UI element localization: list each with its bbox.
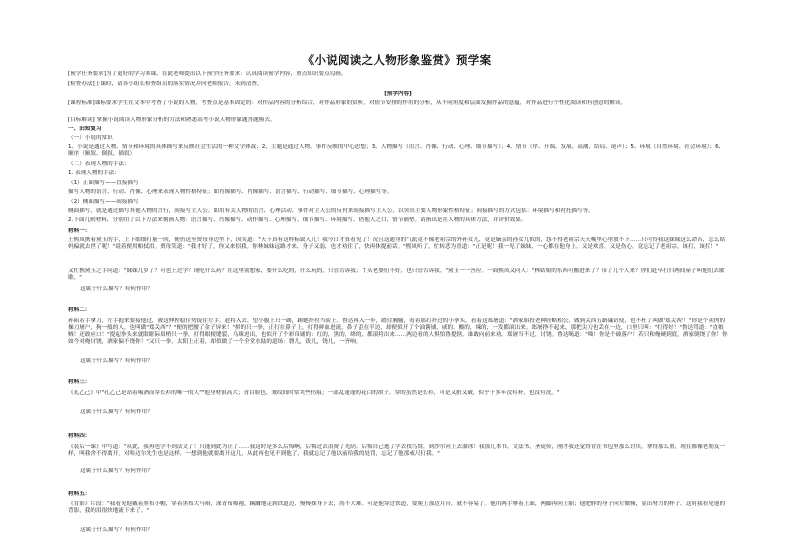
text-line: 一、旧知复习 — [68, 126, 102, 132]
text-line: （2）侧面描写——间接描写 — [68, 199, 139, 205]
text-line: 1. 表现人物的手法： — [68, 170, 120, 176]
text-line: 材料三： — [68, 379, 91, 385]
text-line: 《装后一课》中写道："从此，我再也学不到法文了！只能到此为止了……我这时是多么后悔啊，后悔过去浪费了光阴。后悔自己逃了学去找鸟窝，到沙尔河上去溜冰！我那几本书，文法书，圣徒传，刚才我还觉得背在书包里那么讨厌，拿得那么重，现在都像老朋友一样，叫我舍不得离开。对哈迈尔先生也是这样，一想到他就要离开这儿，从此再也见不到他了，我就忘记了他以前给我的处罚，忘记了他那戒尺打我。" — [68, 444, 726, 457]
text-line: （一）小说的常识 — [68, 135, 113, 141]
text-line: 这属于什么描写？有何作用？ — [80, 358, 153, 364]
text-line: [检查办法]上课时，请各小组长检查组员的落实情况并向老师报告，未到清查。 — [68, 81, 263, 87]
text-line: 2.下面几则材料，分别用了以下方法来刻画人物：语言描写、肖像描写、动作描写、心理描写、细节描写、环境描写、借他人之口、情节铺垫。请指出是在人物的具体方法，并评价效果。 — [68, 217, 527, 223]
text-line: [预学任务要求]为了更好的学习本课，在此老师提出以下预学任务要求：认真阅读预学内容，重点知识要点勾画。 — [68, 71, 347, 77]
text-line: 材料二： — [68, 307, 91, 313]
text-line: 《背影》片段："我看见他戴着黑布小帽，穿着黑布大马褂，深青布棉袍，蹒跚地走到铁道边，慢慢探身下去，尚不大难。可是他穿过铁道，要爬上那边月台，就不容易了。他用两手攀着上面，两脚再向上缩；他肥胖的身子向左微倾，显出努力的样子。这时我看见他的背影，我的泪很快地流下来了。" — [68, 501, 726, 514]
text-line: 描写人物的语言、行动、肖像、心理来表现人物性格特征；如肖像描写、肖像描写、语言描写、行动描写、细节描写、心理描写等。 — [68, 189, 393, 195]
text-line: 孙陷若手拿刀，左手抱来要接他过，被这伸捏稳住势捉住左手，趁将入去，望小腹上只一踢，踢她扑拉当街上。鲁达再入一步，踏住胸脯，看着那打扑过的小拳头，看着这郑屠道："洒家始投老种经略相公，做到关西五路廉访使，也不枉了叫做'郑关西'！"你是个卖肉的操刀屠户，狗一般的人，也叫做"郑关西"？"便的把腰了金子屏来！"拼的只一拳，正打在鼻子上，打得鲜血进流，鼻子歪在半边，却便似开了个油酱铺，咸的，酸的，辣的，一发都滚出来。郑屠挣不起来，那把尖刀也丢在一边，口里只叫："打得好！"鲁达骂道："直娘贼！还敢应口！"提起拳头来就眼眶际眉梢只一拳，打得眼棱缝裂，乌珠迸出，也似开了个彩帛铺的：红的，黑的，绛的，都滚将出来……两边看的人惧怕鲁提辖，谁敢向前来劝。郑屠当不过，讨饶。鲁达喝道："咄！你是个破落户！若只和俺硬到底，洒家倒饶了你！你如今对俺讨饶，洒家偏不饶你！"又只一拳，太阳上正着，却似做了一个全堂水陆的道场：磬儿，钹儿，铙儿，一齐响。 — [68, 318, 728, 345]
text-line: 这属于什么描写？有何作用？ — [80, 409, 153, 415]
text-line: 《孔乙己》中"孔乙己是站着喝酒而穿长衫的唯一的人""他身材很高大；青白脸色，皱纹间时常夹些伤痕；一部乱蓬蓬的花白的胡子。穿的虽然是长衫，可是又脏又破，似乎十多年没有补，也没有洗。" — [68, 390, 560, 396]
text-line: 王熙凤携着黛玉的手，上下细细打量一回，便仍送至贾母身边坐下，因笑道："天下真有这样标致人儿！我今日才算看见了！况且这通身的气派竟不像老祖宗的外孙女儿，竟是嫡亲的孙女儿似的，怨不得老祖宗天天嘴里心里放不下……只可怜我这妹妹这么命苦，怎么姑妈偏就去世了呢！"说着便用帕拭泪。贾母笑道："我才好了，你又来招我。你林妹妹远路才来，身子又弱，也才劝住了，快再休提前话。"熙凤听了，忙转悲为喜道："正是呢！我一见了妹妹，一心都在他身上，又是欢喜，又是伤心，竟忘记了老祖宗。该打，该打！" — [68, 237, 726, 250]
text-line: 侧面描写，就是通过描写其他人物的言行，间接写主人公。如用有关人物的语言、心理活动、事件对主人公的反衬来间接描写主人公，以突出主要人物形象性格特征；间接描写的方式包括：环境描写和衬托描写等。 — [68, 208, 594, 214]
text-line: 1、小说是通过人物、情节和环境的具体描写来反映社会生活的一种文学体裁；2、主题是通过人物、事件反映的中心思想；3、人物描写（语言、肖像、行动、心理、细节描写）；4、情节（序、开端、发展、高潮、结局、尾声）；5、环境（自然环境、社会环境）；6、顺序（顺叙、倒叙、插叙） — [68, 144, 725, 157]
text-line: 又忙携黛玉之手问道："妹妹几岁了？可也上过学？现吃什么药？在这里别想家，要什么吃的，什么玩的，只管告诉我；丫头老婆们不好，也只管告诉我。"黛玉一一答应。一面熙凤又问人："林姑娘的东西可搬进来了？带了几个人来？你们赶早打扫两间屋子叫他们去歇歇。" — [68, 268, 725, 281]
text-line: 材料五： — [68, 491, 91, 497]
text-line: （1）正面描写——直接描写 — [68, 180, 139, 186]
text-line: （二）表现人物的手法： — [68, 161, 130, 167]
text-line: [预学内容] — [384, 91, 412, 97]
text-line: [目标解读] 掌握小说阅读人物形象分析的方法和熟悉高考小说人物形象题答题模式。 — [68, 117, 276, 123]
text-line: 材料四： — [68, 433, 91, 439]
text-line: 材料一： — [68, 228, 91, 234]
text-line: 这属于什么描写？有何作用？ — [80, 286, 153, 292]
text-line: 这属于什么描写？有何作用？ — [80, 527, 153, 533]
text-line: [课程标准]课标要求学生在文本中考查了小说的人物，考查点是基本固定的：对作品内容的分析综合，对作品形象的赏析，对情节安排的作用的分析，从不同角度和层面发掘作品的意蕴，对作品进行个性化阅读和有创意的解读。 — [68, 100, 627, 106]
page-title: 《小说阅读之人物形象鉴赏》预学案 — [302, 53, 492, 67]
text-line: 这属于什么描写？有何作用？ — [80, 468, 153, 474]
